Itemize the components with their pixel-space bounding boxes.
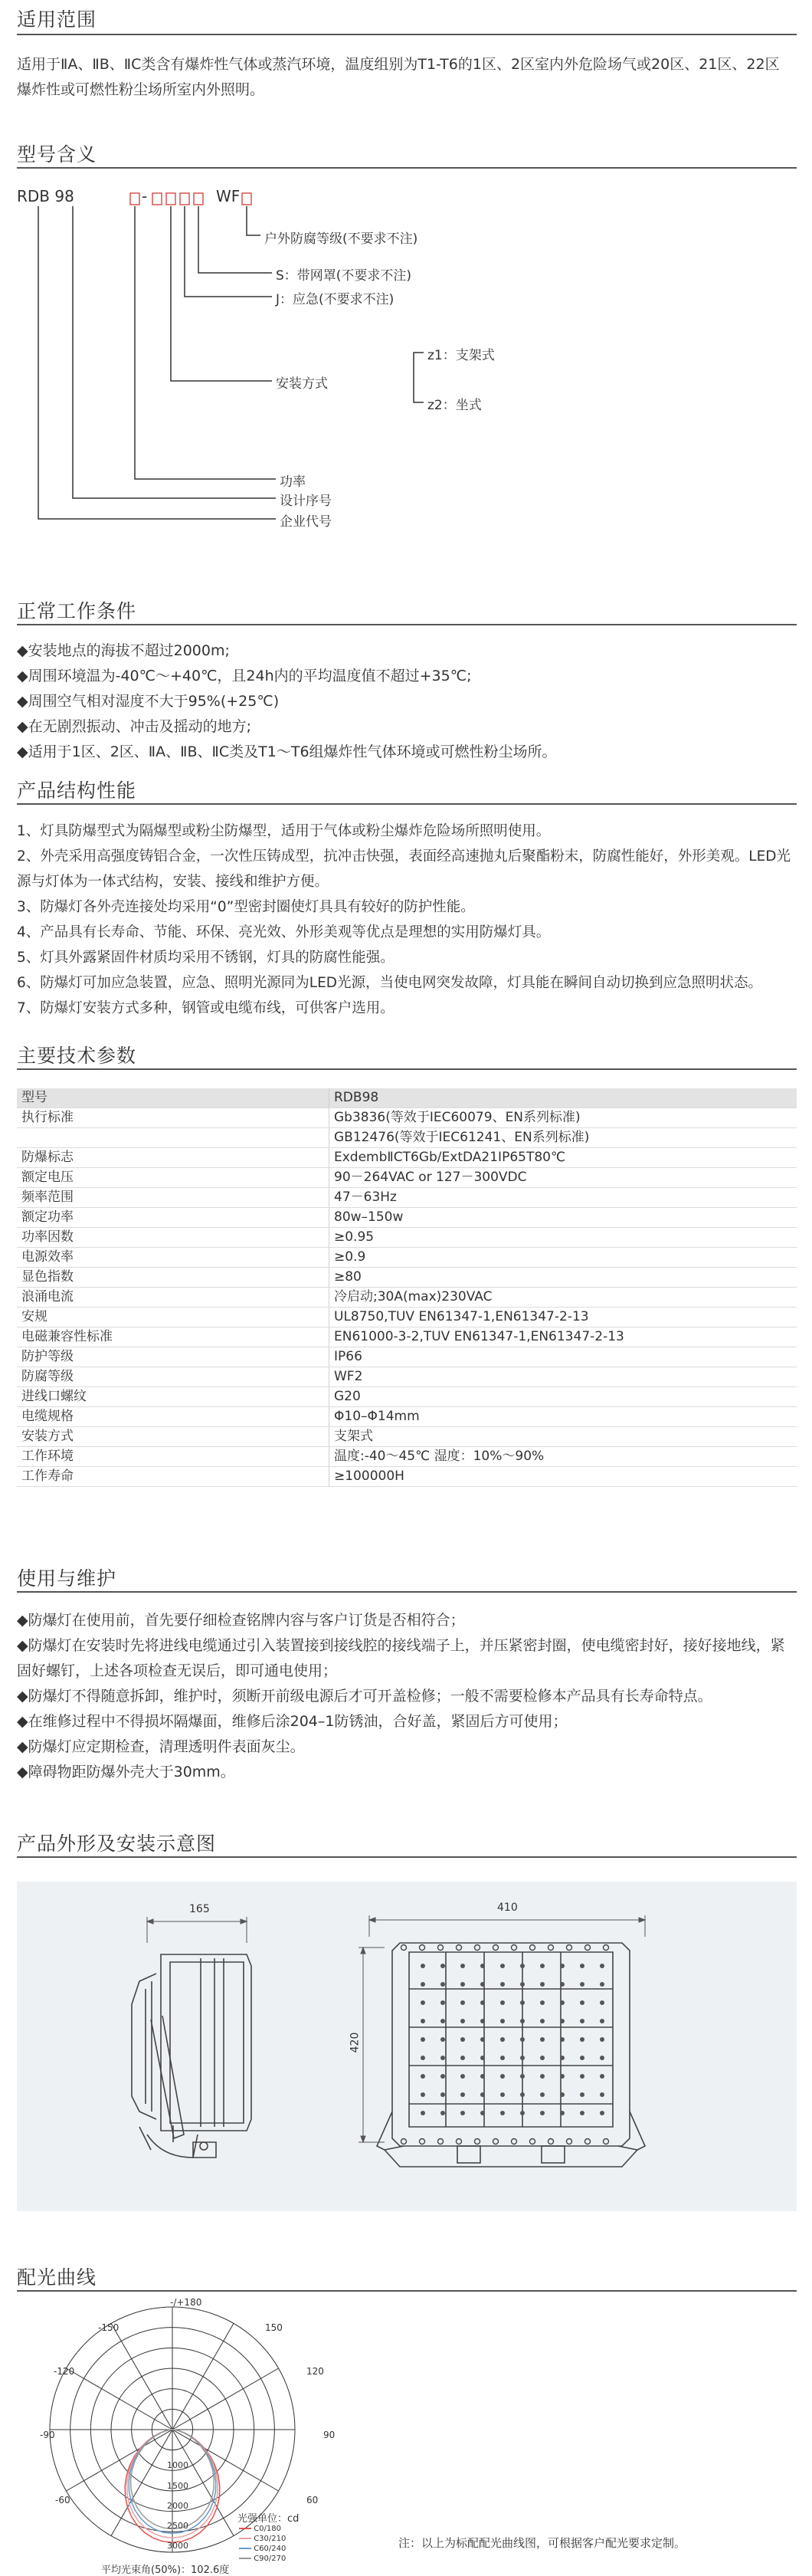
spec-key: 型号 [17, 1088, 329, 1108]
led-dot [480, 2092, 485, 2097]
led-dot [560, 2037, 565, 2042]
table-row [17, 1168, 797, 1188]
spec-value: 80w–150w [329, 1208, 797, 1228]
rim-bolt [420, 2139, 425, 2144]
led-dot [560, 2092, 565, 2097]
table-row [17, 1288, 797, 1308]
label-power: 功率 [280, 474, 306, 490]
led-dot [440, 1964, 445, 1968]
led-dot [480, 2019, 485, 2023]
angle-label: -90 [40, 2430, 55, 2440]
spec-key: 工作寿命 [17, 1467, 329, 1487]
rim-bolt [420, 1945, 425, 1951]
led-dot [500, 1982, 505, 1987]
rim-bolt [401, 1945, 407, 1951]
led-dot [520, 1982, 525, 1987]
structure-title: 产品结构性能 [17, 779, 137, 802]
led-dot [421, 2056, 425, 2060]
dim-front-width: 410 [497, 1902, 518, 1914]
rim-bolt [548, 2139, 554, 2144]
model-title: 型号含义 [17, 143, 97, 166]
led-dot [500, 2056, 505, 2060]
led-dot [480, 2000, 485, 2005]
led-dot [540, 2037, 545, 2042]
led-dot [480, 2037, 485, 2042]
led-dot [540, 2056, 545, 2060]
led-dot [460, 1964, 465, 1968]
spec-value: 支架式 [329, 1427, 797, 1447]
table-row [17, 1108, 797, 1128]
led-dot [560, 2000, 565, 2005]
rim-bolt [401, 2139, 407, 2144]
label-net-cover: S：带网罩(不要求不注) [276, 268, 412, 284]
table-row [17, 1447, 797, 1467]
model-code-dash: - [142, 187, 148, 205]
table-row [17, 1248, 797, 1268]
radial-label: 1500 [167, 2481, 188, 2491]
spec-value: ≥80 [329, 1268, 797, 1288]
led-dot [480, 1964, 485, 1968]
led-dot [460, 2074, 465, 2079]
led-dot [460, 2092, 465, 2097]
maintenance-divider [17, 1591, 797, 1593]
spec-value: ≥0.95 [329, 1228, 797, 1248]
rim-bolt [475, 1945, 480, 1951]
led-dot [421, 2037, 425, 2042]
spec-key: 工作环境 [17, 1447, 329, 1467]
label-company-code: 企业代号 [280, 514, 332, 530]
led-dot [580, 2092, 584, 2097]
rim-bolt [530, 1945, 535, 1951]
spec-key: 安规 [17, 1308, 329, 1327]
led-dot [600, 2000, 604, 2005]
list-item: ◆防爆灯在使用前，首先要仔细检查铭牌内容与客户订货是否相符合； [17, 1612, 465, 1629]
led-dot [421, 2000, 425, 2005]
rim-bolt [475, 2139, 480, 2144]
spec-value: WF2 [329, 1367, 797, 1387]
led-dot [520, 2000, 525, 2005]
specs-title: 主要技术参数 [17, 1045, 137, 1067]
table-row [17, 1347, 797, 1367]
spec-key: 执行标准 [17, 1108, 329, 1128]
spec-key: 防腐等级 [17, 1367, 329, 1387]
radial-label: 2000 [167, 2501, 188, 2511]
led-dot [580, 2037, 584, 2042]
led-dot [480, 2111, 485, 2115]
list-item: 7、防爆灯安装方式多种，钢管或电缆布线，可供客户选用。 [17, 1000, 395, 1016]
spec-key: 防爆标志 [17, 1148, 329, 1168]
legend-item [239, 2544, 286, 2554]
legend-item [239, 2554, 286, 2564]
led-dot [560, 1982, 565, 1987]
led-dot [440, 2000, 445, 2005]
conditions-title: 正常工作条件 [17, 600, 137, 622]
label-mount-z2: z2：坐式 [427, 398, 482, 413]
led-dot [520, 2019, 525, 2023]
polar-spoke [172, 2368, 279, 2430]
photometric-note: 注：以上为标配配光曲线图，可根据客户配光要求定制。 [398, 2536, 686, 2550]
model-code-wf: WF [216, 187, 241, 205]
model-code-diagram [0, 172, 812, 571]
model-code-prefix: RDB 98 [17, 187, 74, 205]
led-dot [480, 1982, 485, 1987]
intensity-unit: 光强单位：cd [237, 2513, 300, 2525]
legend-label: C90/270 [254, 2555, 286, 2563]
led-dot [421, 1982, 425, 1987]
list-item: ◆在维修过程中不得损坏隔爆面，维修后涂204–1防锈油，合好盖，紧固后方可使用； [17, 1713, 568, 1730]
maintenance-title: 使用与维护 [17, 1567, 117, 1590]
led-dot [540, 1982, 545, 1987]
led-dot [500, 2074, 505, 2079]
spec-key: 显色指数 [17, 1268, 329, 1288]
led-dot [460, 2111, 465, 2115]
spec-key: 频率范围 [17, 1188, 329, 1208]
list-item: ◆周围空气相对湿度不大于95%(+25℃) [17, 693, 280, 710]
scope-title: 适用范围 [17, 8, 97, 31]
led-dot [520, 2092, 525, 2097]
spec-value: UL8750,TUV EN61347-1,EN61347-2-13 [329, 1308, 797, 1327]
rim-bolt [585, 2139, 591, 2144]
spec-value: 温度:-40～45℃ 湿度：10%～90% [329, 1447, 797, 1467]
spec-value: Gb3836(等效于IEC60079、EN系列标准) [329, 1108, 797, 1128]
rim-bolt [512, 2139, 517, 2144]
label-design-no: 设计序号 [280, 494, 332, 509]
list-item: 4、产品具有长寿命、节能、环保、亮光效、外形美观等优点是理想的实用防爆灯具。 [17, 924, 551, 940]
led-dot [460, 1982, 465, 1987]
rim-bolt [512, 1945, 517, 1951]
table-row [17, 1188, 797, 1208]
spec-key: 电缆规格 [17, 1407, 329, 1427]
spec-value: ≥100000H [329, 1467, 797, 1487]
led-dot [520, 2074, 525, 2079]
list-item: ◆障碍物距防爆外壳大于30mm。 [17, 1764, 235, 1780]
spec-key: 额定电压 [17, 1168, 329, 1188]
angle-label: 120 [306, 2366, 324, 2377]
spec-value: RDB98 [329, 1088, 797, 1108]
list-item: 6、防爆灯可加应急装置，应急、照明光源同为LED光源，当使电网突发故障，灯具能在瞬间自动切换到应急照明状态。 [17, 975, 763, 991]
led-dot [520, 2037, 525, 2042]
angle-label: 90 [323, 2430, 336, 2440]
led-dot [421, 1964, 425, 1968]
curve-legend [239, 2524, 286, 2564]
spec-value: EN61000-3-2,TUV EN61347-1,EN61347-2-13 [329, 1327, 797, 1347]
led-dot [500, 2037, 505, 2042]
label-mount-z1: z1：支架式 [427, 348, 495, 363]
rim-bolt [457, 2139, 462, 2144]
legend-label: C30/210 [254, 2535, 286, 2543]
scope-divider [17, 34, 797, 35]
spec-key [17, 1128, 329, 1148]
side-view [132, 1954, 251, 2158]
angle-label: -120 [54, 2366, 75, 2377]
table-row [17, 1327, 797, 1347]
rim-bolt [493, 1945, 499, 1951]
list-item: ◆周围环境温为-40℃～+40℃，且24h内的平均温度值不超过+35℃; [17, 668, 472, 684]
spec-value: ExdembⅡCT6Gb/ExtDA21IP65T80℃ [329, 1148, 797, 1168]
led-dot [421, 2092, 425, 2097]
led-dot [580, 1982, 584, 1987]
led-dot [480, 2056, 485, 2060]
led-dot [580, 1964, 584, 1968]
led-dot [560, 2056, 565, 2060]
led-dot [600, 1964, 604, 1968]
spec-key: 额定功率 [17, 1208, 329, 1228]
drawing-divider [17, 1856, 797, 1858]
led-dot [560, 2074, 565, 2079]
led-dot [600, 2056, 604, 2060]
table-row [17, 1088, 797, 1108]
table-row [17, 1387, 797, 1407]
led-dot [500, 1964, 505, 1968]
conditions-list [17, 638, 792, 765]
led-dot [600, 2037, 604, 2042]
list-item: 2、外壳采用高强度铸铝合金，一次性压铸成型，抗冲击快强，表面经高速抛丸后聚酯粉末，防腐性能好，外形美观。LED光源与灯体为一体式结构，安装、接线和维护方便。 [17, 848, 791, 890]
spec-value: IP66 [329, 1347, 797, 1367]
list-item: 3、防爆灯各外壳连接处均采用“0”型密封圈使灯具具有较好的防护性能。 [17, 899, 475, 915]
legend-swatch [239, 2538, 251, 2539]
spec-value: GB12476(等效于IEC61241、EN系列标准) [329, 1128, 797, 1148]
polar-spoke [66, 2430, 172, 2491]
polar-spoke [66, 2368, 172, 2430]
led-dot [600, 1982, 604, 1987]
label-emergency: J：应急(不要求不注) [276, 292, 395, 307]
led-dot [460, 2056, 465, 2060]
led-dot [540, 2111, 545, 2115]
product-drawing [17, 1882, 797, 2211]
led-dot [600, 2019, 604, 2023]
table-row [17, 1268, 797, 1288]
led-dot [540, 2019, 545, 2023]
table-row [17, 1427, 797, 1447]
angle-label: -150 [98, 2322, 120, 2333]
spec-key: 电源效率 [17, 1248, 329, 1268]
table-row [17, 1367, 797, 1387]
angle-label: 150 [265, 2322, 283, 2333]
polar-chart [38, 2295, 375, 2575]
table-row [17, 1308, 797, 1327]
led-dot [440, 2111, 445, 2115]
led-dot [540, 2092, 545, 2097]
legend-item [239, 2534, 286, 2544]
led-dot [421, 2019, 425, 2023]
led-dot [440, 1982, 445, 1987]
legend-item [239, 2524, 286, 2534]
spec-value: Φ10–Φ14mm [329, 1407, 797, 1427]
led-dot [520, 1964, 525, 1968]
legend-label: C0/180 [254, 2525, 281, 2533]
label-mount-type: 安装方式 [276, 376, 328, 392]
model-divider [17, 167, 797, 169]
table-row [17, 1128, 797, 1148]
led-dot [440, 2019, 445, 2023]
conditions-divider [17, 624, 797, 625]
label-anticorrosion: 户外防腐等级(不要求不注) [264, 231, 418, 247]
spec-value: ≥0.9 [329, 1248, 797, 1268]
led-dot [540, 2074, 545, 2079]
led-dot [560, 2019, 565, 2023]
led-dot [460, 2000, 465, 2005]
led-dot [500, 2092, 505, 2097]
radial-label: 2500 [167, 2521, 188, 2531]
led-dot [520, 2111, 525, 2115]
beam-angle: 平均光束角(50%)：102.6度 [101, 2565, 230, 2576]
led-dot [421, 2111, 425, 2115]
polar-spoke [111, 2323, 172, 2430]
led-dot [560, 1964, 565, 1968]
led-dot [440, 2074, 445, 2079]
structure-list [17, 819, 792, 1021]
rim-bolt [457, 1945, 462, 1951]
specs-table [17, 1088, 797, 1487]
led-dot [560, 2111, 565, 2115]
led-dot [460, 2019, 465, 2023]
angle-label: 60 [306, 2495, 319, 2505]
led-dot [480, 2074, 485, 2079]
list-item: ◆在无剧烈振动、冲击及摇动的地方; [17, 718, 252, 735]
rim-bolt [438, 2139, 444, 2144]
legend-label: C60/240 [254, 2545, 286, 2553]
led-dot [460, 2037, 465, 2042]
polar-spoke [172, 2323, 234, 2430]
spec-key: 功率因数 [17, 1228, 329, 1248]
rim-bolt [530, 2139, 535, 2144]
list-item: ◆防爆灯不得随意拆卸，维护时，须断开前级电源后才可开盖检修；一般不需要检修本产品具有长寿命特点。 [17, 1688, 712, 1705]
led-dot [580, 2019, 584, 2023]
spec-key: 防护等级 [17, 1347, 329, 1367]
rim-bolt [567, 1945, 572, 1951]
led-dot [500, 2000, 505, 2005]
legend-swatch [239, 2548, 251, 2549]
table-row [17, 1208, 797, 1228]
table-row [17, 1467, 797, 1487]
spec-value: 冷启动;30A(max)230VAC [329, 1288, 797, 1308]
led-dot [440, 2037, 445, 2042]
led-dot [580, 2000, 584, 2005]
led-dot [600, 2111, 604, 2115]
led-dot [600, 2092, 604, 2097]
radial-label: 3000 [167, 2541, 188, 2551]
legend-swatch [239, 2558, 251, 2559]
angle-label: -60 [55, 2495, 70, 2505]
angle-label: -/+180 [170, 2297, 202, 2308]
table-row [17, 1407, 797, 1427]
maintenance-list [17, 1608, 792, 1785]
dim-front-height: 420 [349, 2032, 362, 2053]
rim-bolt [604, 1945, 609, 1951]
rim-bolt [548, 1945, 554, 1951]
spec-value: 90－264VAC or 127－300VDC [329, 1168, 797, 1188]
spec-value: G20 [329, 1387, 797, 1407]
led-dot [421, 2074, 425, 2079]
list-item: 5、灯具外露紧固件材质均采用不锈钢，灯具的防腐性能强。 [17, 950, 395, 966]
led-dot [500, 2019, 505, 2023]
led-dot [520, 2056, 525, 2060]
list-item: ◆适用于1区、2区、ⅡA、ⅡB、ⅡC类及T1～T6组爆炸性气体环境或可燃性粉尘场所。 [17, 743, 557, 760]
list-item: 1、灯具防爆型式为隔爆型或粉尘防爆型，适用于气体或粉尘爆炸危险场所照明使用。 [17, 823, 551, 839]
rim-bolt [493, 2139, 499, 2144]
spec-key: 电磁兼容性标准 [17, 1327, 329, 1347]
drawing-title: 产品外形及安装示意图 [17, 1833, 217, 1855]
spec-key: 浪涌电流 [17, 1288, 329, 1308]
specs-divider [17, 1068, 797, 1070]
led-dot [440, 2056, 445, 2060]
radial-label: 1000 [167, 2460, 188, 2470]
list-item: ◆安装地点的海拔不超过2000m; [17, 642, 230, 659]
table-row [17, 1228, 797, 1248]
led-dot [580, 2056, 584, 2060]
legend-swatch [239, 2528, 251, 2529]
product-drawing-svg [17, 1882, 797, 2211]
photometric-title: 配光曲线 [17, 2266, 97, 2289]
led-dot [540, 1964, 545, 1968]
spec-key: 安装方式 [17, 1427, 329, 1447]
spec-value: 47－63Hz [329, 1188, 797, 1208]
structure-divider [17, 803, 797, 805]
spec-key: 进线口螺纹 [17, 1387, 329, 1407]
scope-text: 适用于ⅡA、ⅡB、ⅡC类含有爆炸性气体或蒸汽环境，温度组别为T1-T6的1区、2区室内外危险场气或20区、21区、22区爆炸性或可燃性粉尘场所室内外照明。 [17, 56, 780, 98]
front-view [377, 1943, 645, 2167]
rim-bolt [585, 1945, 591, 1951]
led-dot [500, 2111, 505, 2115]
rim-bolt [438, 1945, 444, 1951]
led-dot [580, 2111, 584, 2115]
table-row [17, 1148, 797, 1168]
led-dot [600, 2074, 604, 2079]
rim-bolt [567, 2139, 572, 2144]
dim-side-width: 165 [189, 1903, 210, 1915]
led-dot [580, 2074, 584, 2079]
list-item: ◆防爆灯应定期检查，清理透明件表面灰尘。 [17, 1738, 305, 1755]
list-item: ◆防爆灯在安装时先将进线电缆通过引入装置接到接线腔的接线端子上，并压紧密封圈，使电缆密封好，接好接地线，紧固好螺钉，上述各项检查无误后，即可通电使用； [17, 1637, 785, 1679]
led-dot [440, 2092, 445, 2097]
rim-bolt [604, 2139, 609, 2144]
led-dot [540, 2000, 545, 2005]
photometric-divider [17, 2290, 797, 2292]
